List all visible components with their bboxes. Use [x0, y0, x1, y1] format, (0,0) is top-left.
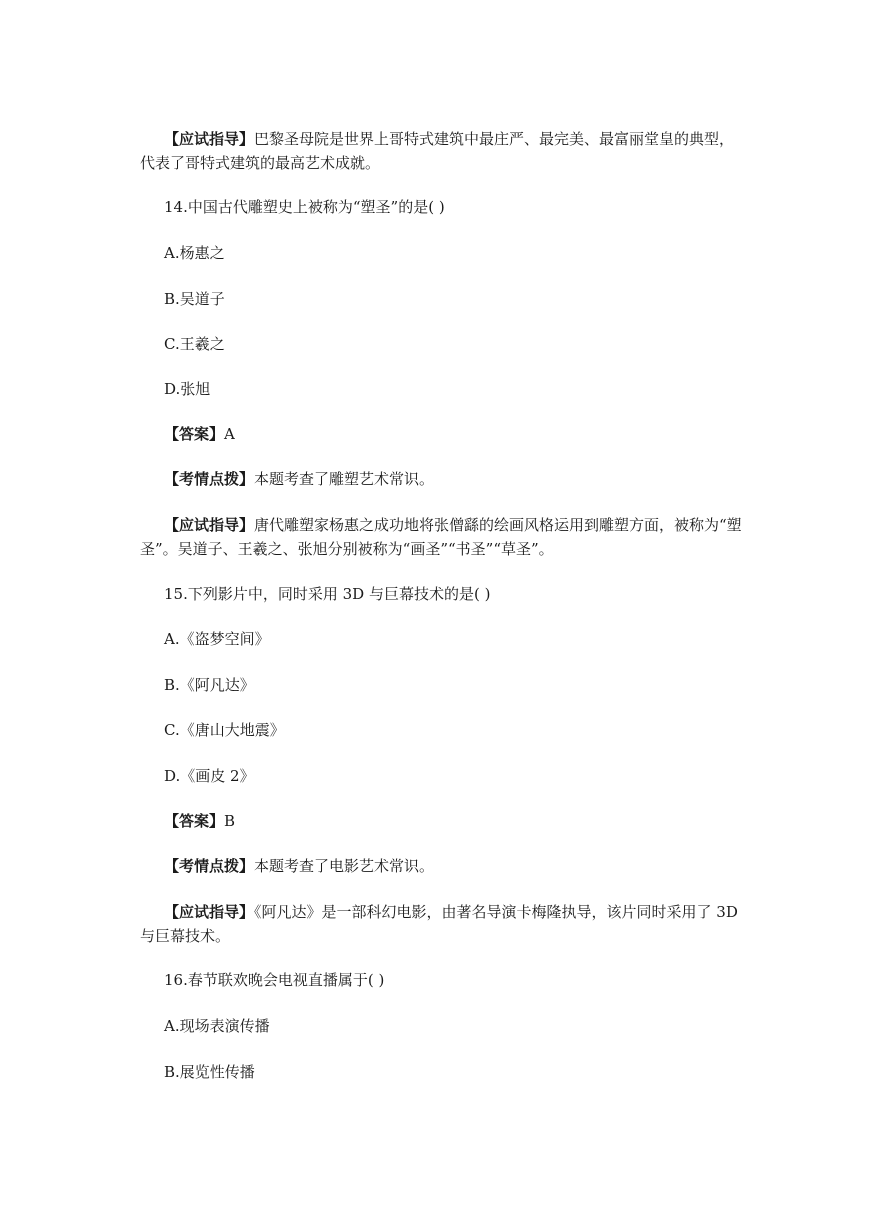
answer-value: B: [224, 812, 236, 830]
question-16-option-b: B.展览性传播: [164, 1063, 255, 1081]
question-14-option-d: D.张旭: [164, 380, 211, 398]
exam-point-text: 本题考查了雕塑艺术常识。: [254, 470, 435, 488]
question-15-option-c: C.《唐山大地震》: [164, 721, 285, 739]
question-15: 15.下列影片中，同时采用 3D 与巨幕技术的是( ): [164, 585, 491, 603]
exam-point-15: [164, 854, 434, 878]
question-14-option-c: C.王羲之: [164, 335, 225, 353]
question-15-option-d: D.《画皮 2》: [164, 767, 255, 785]
question-14-option-a: A.杨惠之: [164, 244, 225, 262]
guide-label: 【应试指导】: [164, 903, 255, 921]
guide-label: 【应试指导】: [164, 516, 255, 534]
exam-point-14: [164, 467, 434, 491]
guide-13-line-1: [164, 127, 734, 151]
exam-point-label: 【考情点拨】: [164, 857, 255, 875]
question-16: 16.春节联欢晚会电视直播属于( ): [164, 971, 385, 989]
question-14: 14.中国古代雕塑史上被称为“塑圣”的是( ): [164, 198, 445, 216]
answer-15: [164, 809, 235, 833]
guide-label: 【应试指导】: [164, 130, 255, 148]
guide-text: 《阿凡达》是一部科幻电影，由著名导演卡梅隆执导，该片同时采用了 3D: [254, 903, 738, 921]
question-16-option-a: A.现场表演传播: [164, 1017, 270, 1035]
guide-15-line-2: 与巨幕技术。: [140, 927, 231, 945]
guide-14-line-2: 圣”。吴道子、王羲之、张旭分别被称为“画圣”“书圣”“草圣”。: [140, 540, 554, 558]
exam-point-text: 本题考查了电影艺术常识。: [254, 857, 435, 875]
answer-14: [164, 422, 235, 446]
answer-value: A: [224, 425, 235, 443]
question-15-option-b: B.《阿凡达》: [164, 676, 255, 694]
question-14-option-b: B.吴道子: [164, 290, 225, 308]
answer-label: 【答案】: [164, 812, 225, 830]
guide-14-line-1: [164, 513, 742, 537]
guide-15-line-1: [164, 900, 738, 924]
exam-point-label: 【考情点拨】: [164, 470, 255, 488]
question-15-option-a: A.《盗梦空间》: [164, 630, 270, 648]
guide-13-line-2: 代表了哥特式建筑的最高艺术成就。: [140, 154, 381, 172]
guide-text: 巴黎圣母院是世界上哥特式建筑中最庄严、最完美、最富丽堂皇的典型，: [254, 130, 735, 148]
guide-text: 唐代雕塑家杨惠之成功地将张僧繇的绘画风格运用到雕塑方面，被称为“塑: [254, 516, 742, 534]
answer-label: 【答案】: [164, 425, 225, 443]
